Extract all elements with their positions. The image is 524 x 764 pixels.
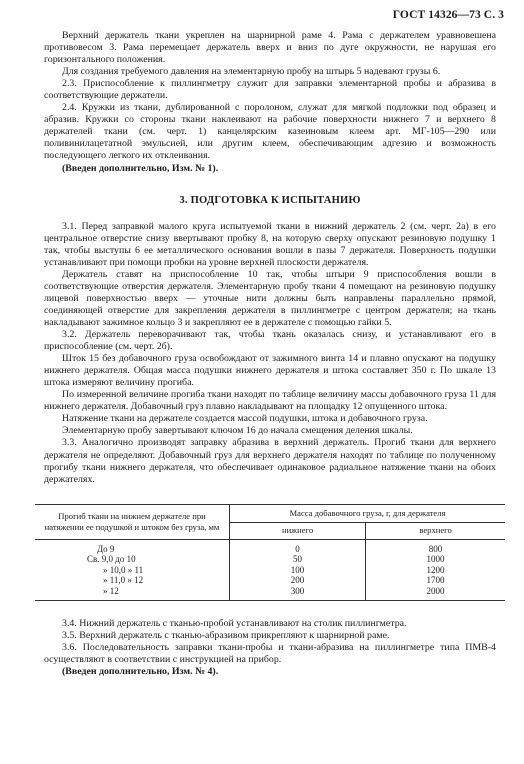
row-lower: 300 [230, 586, 366, 601]
row-upper: 1200 [426, 564, 445, 575]
table-row [35, 554, 505, 565]
table-row [35, 586, 505, 601]
paragraph: Шток 15 без добавочного груза освобождают от зажимного винта 14 и плавно опускают на подушку нижнего держателя. Общая масса подушки нижнего держателя и штока составляет 350 г. По шкале 13 штока измеряют величину прогиба. [44, 353, 496, 389]
row-label: » 11,0 » 12 [35, 575, 230, 586]
row-label: До 9 [35, 539, 230, 554]
table-header-lower: нижнего [230, 522, 366, 539]
row-upper: 800 [428, 543, 443, 554]
amendment-note: (Введен дополнительно, Изм. № 1). [62, 162, 219, 174]
row-label: Св. 9,0 до 10 [35, 554, 230, 565]
table-header-upper: верхнего [366, 522, 505, 539]
paragraph: 3.4. Нижний держатель с тканью-пробой устанавливают на столик пиллингметра. [62, 618, 407, 630]
row-label: » 10,0 » 11 [35, 565, 230, 576]
paragraph: Для создания требуемого давления на элементарную пробу на штырь 5 надевают грузы 6. [62, 66, 441, 78]
row-upper: 1700 [426, 575, 445, 586]
section-title: 3. ПОДГОТОВКА К ИСПЫТАНИЮ [179, 194, 361, 206]
paragraph: 3.3. Аналогично производят заправку абразива в верхний держатель. Прогиб ткани для верхнего держателя не определяют. Добавочный груз для верхнего держателя находят по таблице по полученному прогибу ткани нижнего держателя, что обеспечивает одинаковое радиальное натяжение ткани на обоих держателях. [44, 437, 496, 485]
document-body [44, 30, 496, 678]
paragraph: Держатель ставят на приспособление 10 так, чтобы штыри 9 приспособления вошли в соответствующие отверстия держателя. Элементарную пробу ткани 4 помещают на резиновую подушку лицевой поверхностью вверх — уточные нити должны быть направлены параллельно прямой, соединяющей отверстие для закрепления держателя в пиллингметре с центром держателя; на ткань накладывают зажимное кольцо 3 и закрепляют ее в держателе с помощью гайки 5. [44, 268, 496, 328]
table-row [35, 539, 505, 554]
paragraph: По измеренной величине прогиба ткани находят по таблице величину массы добавочного груза 11 для нижнего держателя. Добавочный груз плавно накладывают на площадку 12 опущенного штока. [44, 389, 496, 413]
row-upper: 2000 [426, 585, 445, 596]
table-header-group: Масса добавочного груза, г, для держателя [230, 504, 506, 522]
row-label: » 12 [35, 586, 230, 601]
paragraph: 3.6. Последовательность заправки ткани-пробы и ткани-абразива на пиллингметре типа ПМВ-4 осуществляют в соответствии с инструкцией на прибор. [44, 642, 496, 666]
paragraph: Верхний держатель ткани укреплен на шарнирной раме 4. Рама с держателем уравновешена противовесом 3. Рама перемещает держатель вверх и вниз по дуге окружности, не нарушая его горизонтального положения. [44, 30, 496, 66]
row-lower: 0 [230, 539, 366, 554]
paragraph: 2.3. Приспособление к пиллингметру служит для заправки элементарной пробы и абразива в соответствующие держатели. [44, 78, 496, 102]
paragraph: Натяжение ткани на держателе создается массой подушки, штока и добавочного груза. [62, 413, 428, 425]
paragraph: 3.5. Верхний держатель с тканью-абразивом прикрепляют к шарнирной раме. [62, 630, 390, 642]
row-upper: 1000 [426, 554, 445, 565]
table-header-deflection: Прогиб ткани на нижнем держателе при натяжении ее подушкой и штоком без груза, мм [35, 504, 230, 539]
row-lower: 100 [230, 565, 366, 576]
table-row [35, 575, 505, 586]
amendment-note: (Введен дополнительно, Изм. № 4). [62, 666, 219, 678]
paragraph: 2.4. Кружки из ткани, дублированной с поролоном, служат для мягкой подложки под образец и абразив. Кружки со стороны ткани наклеивают на рабочие поверхности нижнего 7 и верхнего 8 держателей ткани (см. черт. 1) канцелярским казеиновым клеем арт. МГ-105—290 или поливинилацетатной эмульсией, или другим клеем, обеспечивающим адгезию и возможность последующего легкого их отклеивания. [44, 102, 496, 162]
paragraph: 3.1. Перед заправкой малого круга испытуемой ткани в нижний держатель 2 (см. черт. 2а) в его центральное отверстие снизу ввертывают пробку 8, на которую сверху опускают резиновую подушку 1 так, чтобы выступы 6 ее металлического основания вошли в пазы 7 держателя. Поверхность подушки устанавливают при помощи пробки на уровне верхней плоскости держателя. [44, 220, 496, 268]
weight-table [35, 504, 505, 602]
paragraph: Элементарную пробу завертывают ключом 16 до начала смещения деления шкалы. [62, 425, 413, 437]
paragraph: 3.2. Держатель переворачивают так, чтобы ткань оказалась снизу, и устанавливают его в приспособление (см. черт. 2б). [44, 329, 496, 353]
table-row [35, 565, 505, 576]
page-header: ГОСТ 14326—73 С. 3 [392, 9, 504, 21]
row-lower: 50 [230, 554, 366, 565]
row-lower: 200 [230, 575, 366, 586]
